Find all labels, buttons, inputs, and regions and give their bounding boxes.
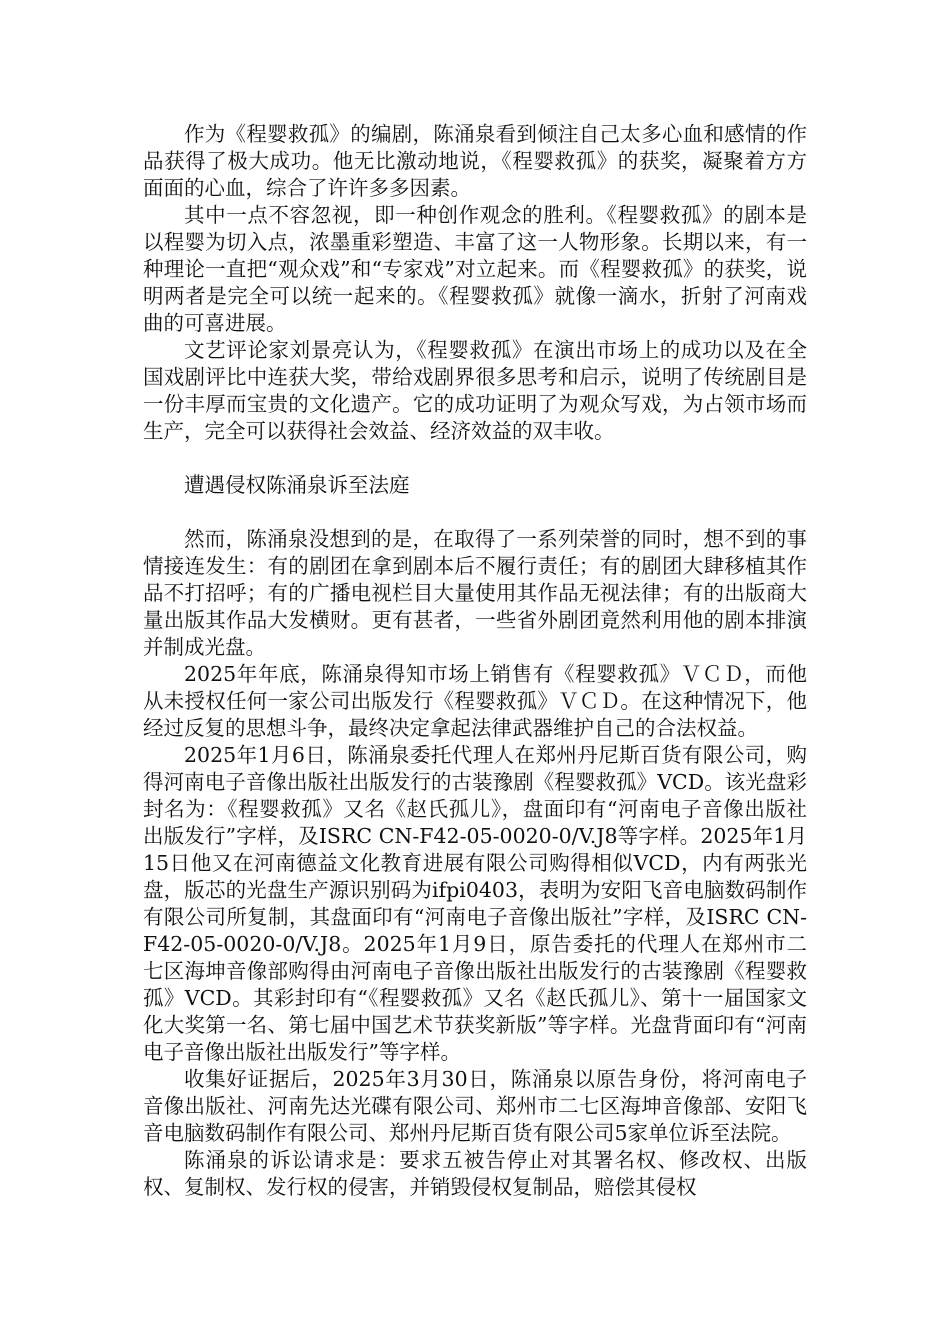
paragraph-lawsuit-filed: 收集好证据后，2025年3月30日，陈涌泉以原告身份，将河南电子音像出版社、河南先达光碟有限公司、郑州市二七区海坤音像部、安阳飞音电脑数码制作有限公司、郑州丹尼斯百货有限公司5家单位诉至法院。	[143, 1067, 807, 1145]
paragraph-evidence-purchase: 2025年1月6日，陈涌泉委托代理人在郑州丹尼斯百货有限公司，购得河南电子音像出版社出版发行的古装豫剧《程婴救孤》VCD。该光盘彩封名为：《程婴救孤》又名《赵氏孤儿》，盘面印有“河南电子音像出版社出版发行”字样，及ISRC CN-F42-05-0020-0/V.J8等字样。2025年1月15日他又在河南德益文化教育进展有限公司购得相似VCD，内有两张光盘，版芯的光盘生产源识别码为ifpi0403，表明为安阳飞音电脑数码制作有限公司所复制，其盘面印有“河南电子音像出版社”字样，及ISRC CN-F42-05-0020-0/V.J8。2025年1月9日，原告委托的代理人在郑州市二七区海坤音像部购得由河南电子音像出版社出版发行的古装豫剧《程婴救孤》VCD。其彩封印有“《程婴救孤》又名《赵氏孤儿》、第十一届国家文化大奖第一名、第七届中国艺术节获奖新版”等字样。光盘背面印有“河南电子音像出版社出版发行”等字样。	[143, 743, 807, 1064]
paragraph-vcd-discovery: 2025年年底，陈涌泉得知市场上销售有《程婴救孤》ＶＣＤ，而他从未授权任何一家公司出版发行《程婴救孤》ＶＣＤ。在这种情况下，他经过反复的思想斗争，最终决定拿起法律武器维护自己的合法权益。	[143, 662, 807, 740]
paragraph-infringement-events: 然而，陈涌泉没想到的是，在取得了一系列荣誉的同时，想不到的事情接连发生：有的剧团在拿到剧本后不履行责任；有的剧团大肆移植其作品不打招呼；有的广播电视栏目大量使用其作品无视法律；有的出版商大量出版其作品大发横财。更有甚者，一些省外剧团竟然利用他的剧本排演并制成光盘。	[143, 527, 807, 659]
document-body	[143, 121, 807, 1201]
paragraph-playwright-success: 作为《程婴救孤》的编剧，陈涌泉看到倾注自己太多心血和感情的作品获得了极大成功。他无比激动地说，《程婴救孤》的获奖，凝聚着方方面面的心血，综合了许许多多因素。	[143, 122, 807, 200]
section-heading: 遭遇侵权陈涌泉诉至法庭	[184, 473, 410, 497]
paragraph-claims: 陈涌泉的诉讼请求是：要求五被告停止对其署名权、修改权、出版权、复制权、发行权的侵害，并销毁侵权复制品，赔偿其侵权	[143, 1148, 807, 1199]
paragraph-critic-view: 文艺评论家刘景亮认为，《程婴救孤》在演出市场上的成功以及在全国戏剧评比中连获大奖，带给戏剧界很多思考和启示，说明了传统剧目是一份丰厚而宝贵的文化遗产。它的成功证明了为观众写戏，为占领市场而生产，完全可以获得社会效益、经济效益的双丰收。	[143, 338, 807, 443]
paragraph-creative-concept: 其中一点不容忽视，即一种创作观念的胜利。《程婴救孤》的剧本是以程婴为切入点，浓墨重彩塑造、丰富了这一人物形象。长期以来，有一种理论一直把“观众戏”和“专家戏”对立起来。而《程婴救孤》的获奖，说明两者是完全可以统一起来的。《程婴救孤》就像一滴水，折射了河南戏曲的可喜进展。	[143, 203, 807, 335]
